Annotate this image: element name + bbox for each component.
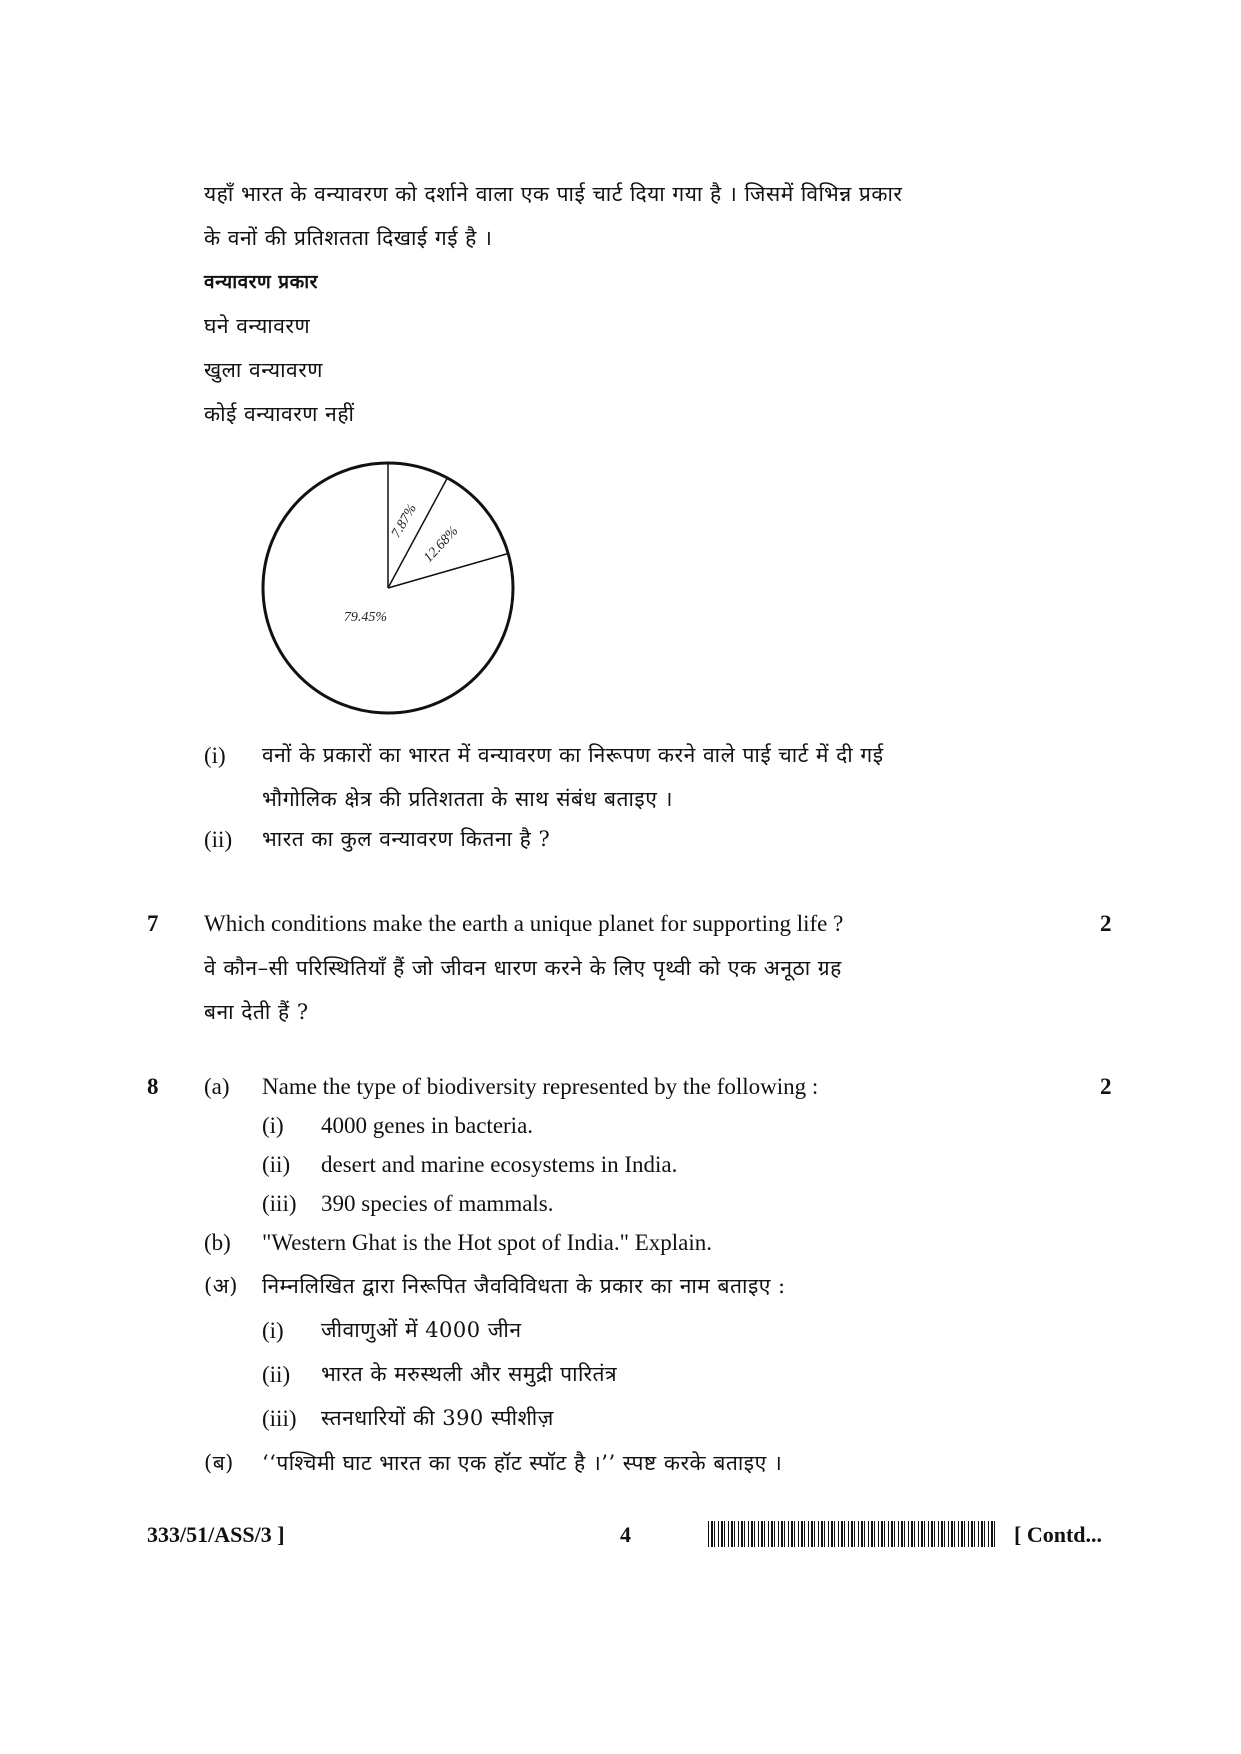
q8-hindi-a-iii-text: स्तनधारियों की 390 स्पीशीज़ <box>321 1406 554 1430</box>
q8-a-i-text: 4000 genes in bacteria. <box>321 1113 534 1138</box>
footer-contd: [ Contd... <box>1014 1522 1103 1547</box>
q8-hindi-b-text: ‘‘पश्चिमी घाट भारत का एक हॉट स्पॉट है ।’’ स्पष्ट करके बताइए । <box>262 1451 783 1475</box>
q8-hindi-a-i-number: (i) <box>262 1318 284 1343</box>
pie-slice-label: 7.87% <box>389 501 421 541</box>
q8-number: 8 <box>147 1074 159 1099</box>
q7-number: 7 <box>147 911 159 936</box>
q8-hindi-a-text: निम्नलिखित द्वारा निरूपित जैवविविधता के प्रकार का नाम बताइए : <box>262 1274 786 1298</box>
pie-slice-label: 12.68% <box>421 523 462 566</box>
pie-slice-boundary <box>388 554 508 588</box>
q8-hindi-a-label: (अ) <box>204 1274 238 1298</box>
pie-slice-label: 79.45% <box>343 610 388 626</box>
q8-a-i-number: (i) <box>262 1113 284 1138</box>
q8-hindi-a-ii-number: (ii) <box>262 1362 291 1387</box>
q7-hindi-line-1: वे कौन–सी परिस्थितियाँ हैं जो जीवन धारण करने के लिए पृथ्वी को एक अनूठा ग्रह <box>204 956 842 980</box>
q8-a-label: (a) <box>204 1074 230 1099</box>
q6-i-line-2: भौगोलिक क्षेत्र की प्रतिशतता के साथ संबंध बताइए । <box>262 787 673 811</box>
q7-marks: 2 <box>1100 911 1112 936</box>
intro-line-1: यहाँ भारत के वन्यावरण को दर्शाने वाला एक पाई चार्ट दिया गया है । जिसमें विभिन्न प्रकार <box>204 182 903 206</box>
barcode <box>708 1521 998 1547</box>
q8-a-text: Name the type of biodiversity represented by the following : <box>262 1074 819 1099</box>
legend-item-open: खुला वन्यावरण <box>204 358 323 382</box>
q6-i-number: (i) <box>204 743 226 768</box>
legend-item-dense: घने वन्यावरण <box>204 314 311 338</box>
q6-ii-text: भारत का कुल वन्यावरण कितना है ? <box>262 827 551 851</box>
q8-a-ii-number: (ii) <box>262 1152 291 1177</box>
q8-b-label: (b) <box>204 1230 231 1255</box>
q8-hindi-a-iii-number: (iii) <box>262 1406 297 1431</box>
forest-cover-pie-chart <box>258 458 518 718</box>
q8-a-ii-text: desert and marine ecosystems in India. <box>321 1152 678 1177</box>
q8-b-text: "Western Ghat is the Hot spot of India." Explain. <box>262 1230 713 1255</box>
q7-english: Which conditions make the earth a unique planet for supporting life ? <box>204 911 844 936</box>
q8-marks: 2 <box>1100 1074 1112 1099</box>
q6-i-line-1: वनों के प्रकारों का भारत में वन्यावरण का निरूपण करने वाले पाई चार्ट में दी गई <box>262 743 884 767</box>
footer-paper-code: 333/51/ASS/3 ] <box>147 1522 285 1547</box>
intro-line-2: के वनों की प्रतिशतता दिखाई गई है । <box>204 226 493 250</box>
footer-page-number: 4 <box>620 1522 631 1547</box>
q7-hindi-line-2: बना देती हैं ? <box>204 1000 309 1024</box>
q6-ii-number: (ii) <box>204 827 233 852</box>
q8-hindi-b-label: (ब) <box>204 1451 234 1475</box>
legend-item-none: कोई वन्यावरण नहीं <box>204 402 355 426</box>
q8-a-iii-text: 390 species of mammals. <box>321 1191 554 1216</box>
q8-hindi-a-ii-text: भारत के मरुस्थली और समुद्री पारितंत्र <box>321 1362 618 1386</box>
legend-heading: वन्यावरण प्रकार <box>204 271 318 293</box>
q8-a-iii-number: (iii) <box>262 1191 297 1216</box>
q8-hindi-a-i-text: जीवाणुओं में 4000 जीन <box>321 1318 522 1342</box>
